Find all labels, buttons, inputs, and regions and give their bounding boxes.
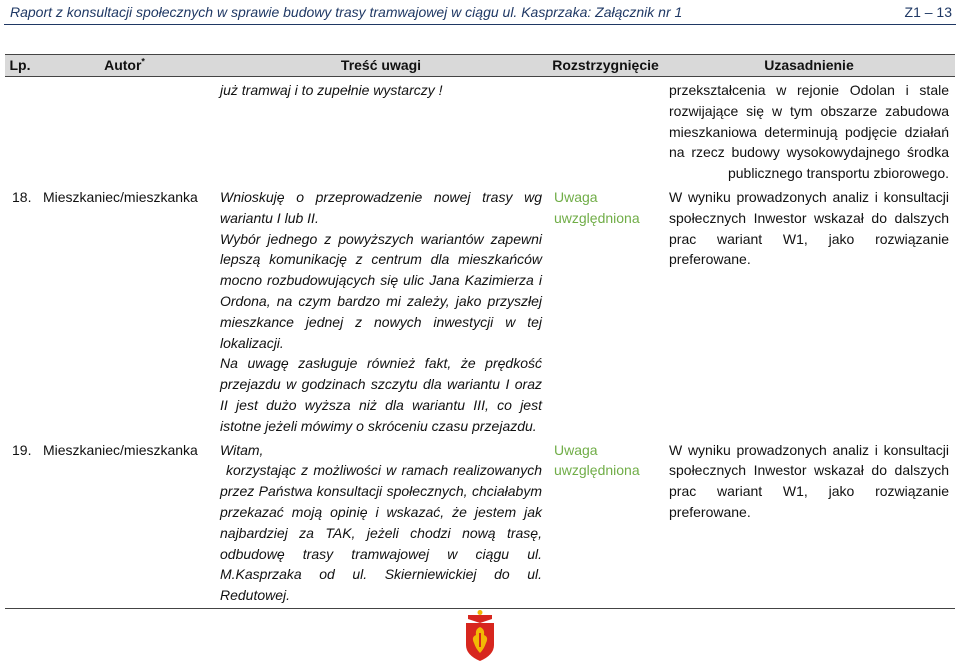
remarks-table — [5, 54, 955, 609]
table-row — [5, 437, 955, 609]
cell-rozstrzygniecie: Uwaga uwzględniona — [548, 437, 663, 609]
tresc-paragraph: Na uwagę zasługuje również fakt, że prędkość przejazdu w godzinach szczytu dla wariantu I oraz II jest dużo wyższa niż dla wariantu III, co jest istotne jeżeli mówimy o skróceniu czasu przejazdu. — [220, 355, 542, 434]
cell-lp: 19. — [5, 437, 35, 609]
col-header-lp: Lp. — [5, 55, 35, 77]
report-header-title: Raport z konsultacji społecznych w sprawie budowy trasy tramwajowej w ciągu ul. Kasprzaka: Załącznik nr 1 — [10, 4, 683, 20]
header-divider — [4, 24, 956, 25]
cell-autor — [35, 77, 214, 184]
warsaw-emblem-icon — [464, 609, 496, 663]
col-header-tresc: Treść uwagi — [214, 55, 548, 77]
tresc-paragraph: korzystając z możliwości w ramach realizowanych przez Państwa konsultacji społecznych, chciałabym przekazać moją opinię i wskazać, że jestem jak najbardziej za TAK, jeżeli chodzi nową trasę, odbudowę trasy tramwajowej w ciągu ul. M.Kasprzaka od ul. Skierniewickiej do ul. Redutowej. — [220, 462, 542, 604]
table-row-continuation — [5, 77, 955, 184]
cell-uzasadnienie — [663, 77, 955, 184]
cell-tresc — [214, 184, 548, 437]
cell-rozstrzygniecie — [548, 77, 663, 184]
tresc-paragraph: Witam, — [220, 441, 264, 458]
tresc-paragraph: Wybór jednego z powyższych wariantów zapewni lepszą komunikację z centrum dla mieszkańców mocno rozbudowujących się ulic Jana Kazimierza i Ordona, na czym bardzo mi zależy, jako przyszłej mieszkance jednej z nowych inwestycji w tej lokalizacji. — [220, 230, 542, 351]
cell-uzasadnienie: W wyniku prowadzonych analiz i konsultacji społecznych Inwestor wskazał do dalszych prac wariant W1, jako rozwiązanie preferowane. — [669, 188, 949, 268]
table-row — [5, 184, 955, 437]
cell-lp — [5, 77, 35, 184]
uzasadnienie-text-end: publicznego transportu zbiorowego. — [727, 165, 949, 182]
cell-tresc — [214, 437, 548, 609]
cell-uzasadnienie: W wyniku prowadzonych analiz i konsultacji społecznych Inwestor wskazał do dalszych prac wariant W1, jako rozwiązanie preferowane. — [663, 437, 955, 609]
cell-rozstrzygniecie: Uwaga uwzględniona — [554, 188, 640, 226]
warsaw-emblem-shape — [464, 609, 496, 663]
cell-autor: Mieszkaniec/mieszkanka — [35, 437, 214, 609]
col-header-autor-label: Autor — [104, 57, 142, 74]
page-number: Z1 – 13 — [904, 4, 952, 20]
cell-lp: 18. — [12, 188, 32, 205]
uzasadnienie-text: przekształcenia w rejonie Odolan i stale rozwijające się w tym obszarze zabudowa mieszkaniowa determinują podjęcie działań na rzecz budowy wysokowydajnego środka — [669, 82, 949, 161]
col-header-rozstrzygniecie: Rozstrzygnięcie — [548, 55, 663, 77]
table-header-row — [5, 55, 955, 77]
cell-autor: Mieszkaniec/mieszkanka — [43, 188, 198, 205]
cell-tresc: już tramwaj i to zupełnie wystarczy ! — [220, 82, 443, 98]
col-header-uzasadnienie: Uzasadnienie — [663, 55, 955, 77]
tresc-paragraph: Wnioskuję o przeprowadzenie nowej trasy wg wariantu I lub II. — [220, 188, 542, 226]
footnote-mark: * — [141, 56, 145, 67]
col-header-autor — [35, 55, 214, 77]
